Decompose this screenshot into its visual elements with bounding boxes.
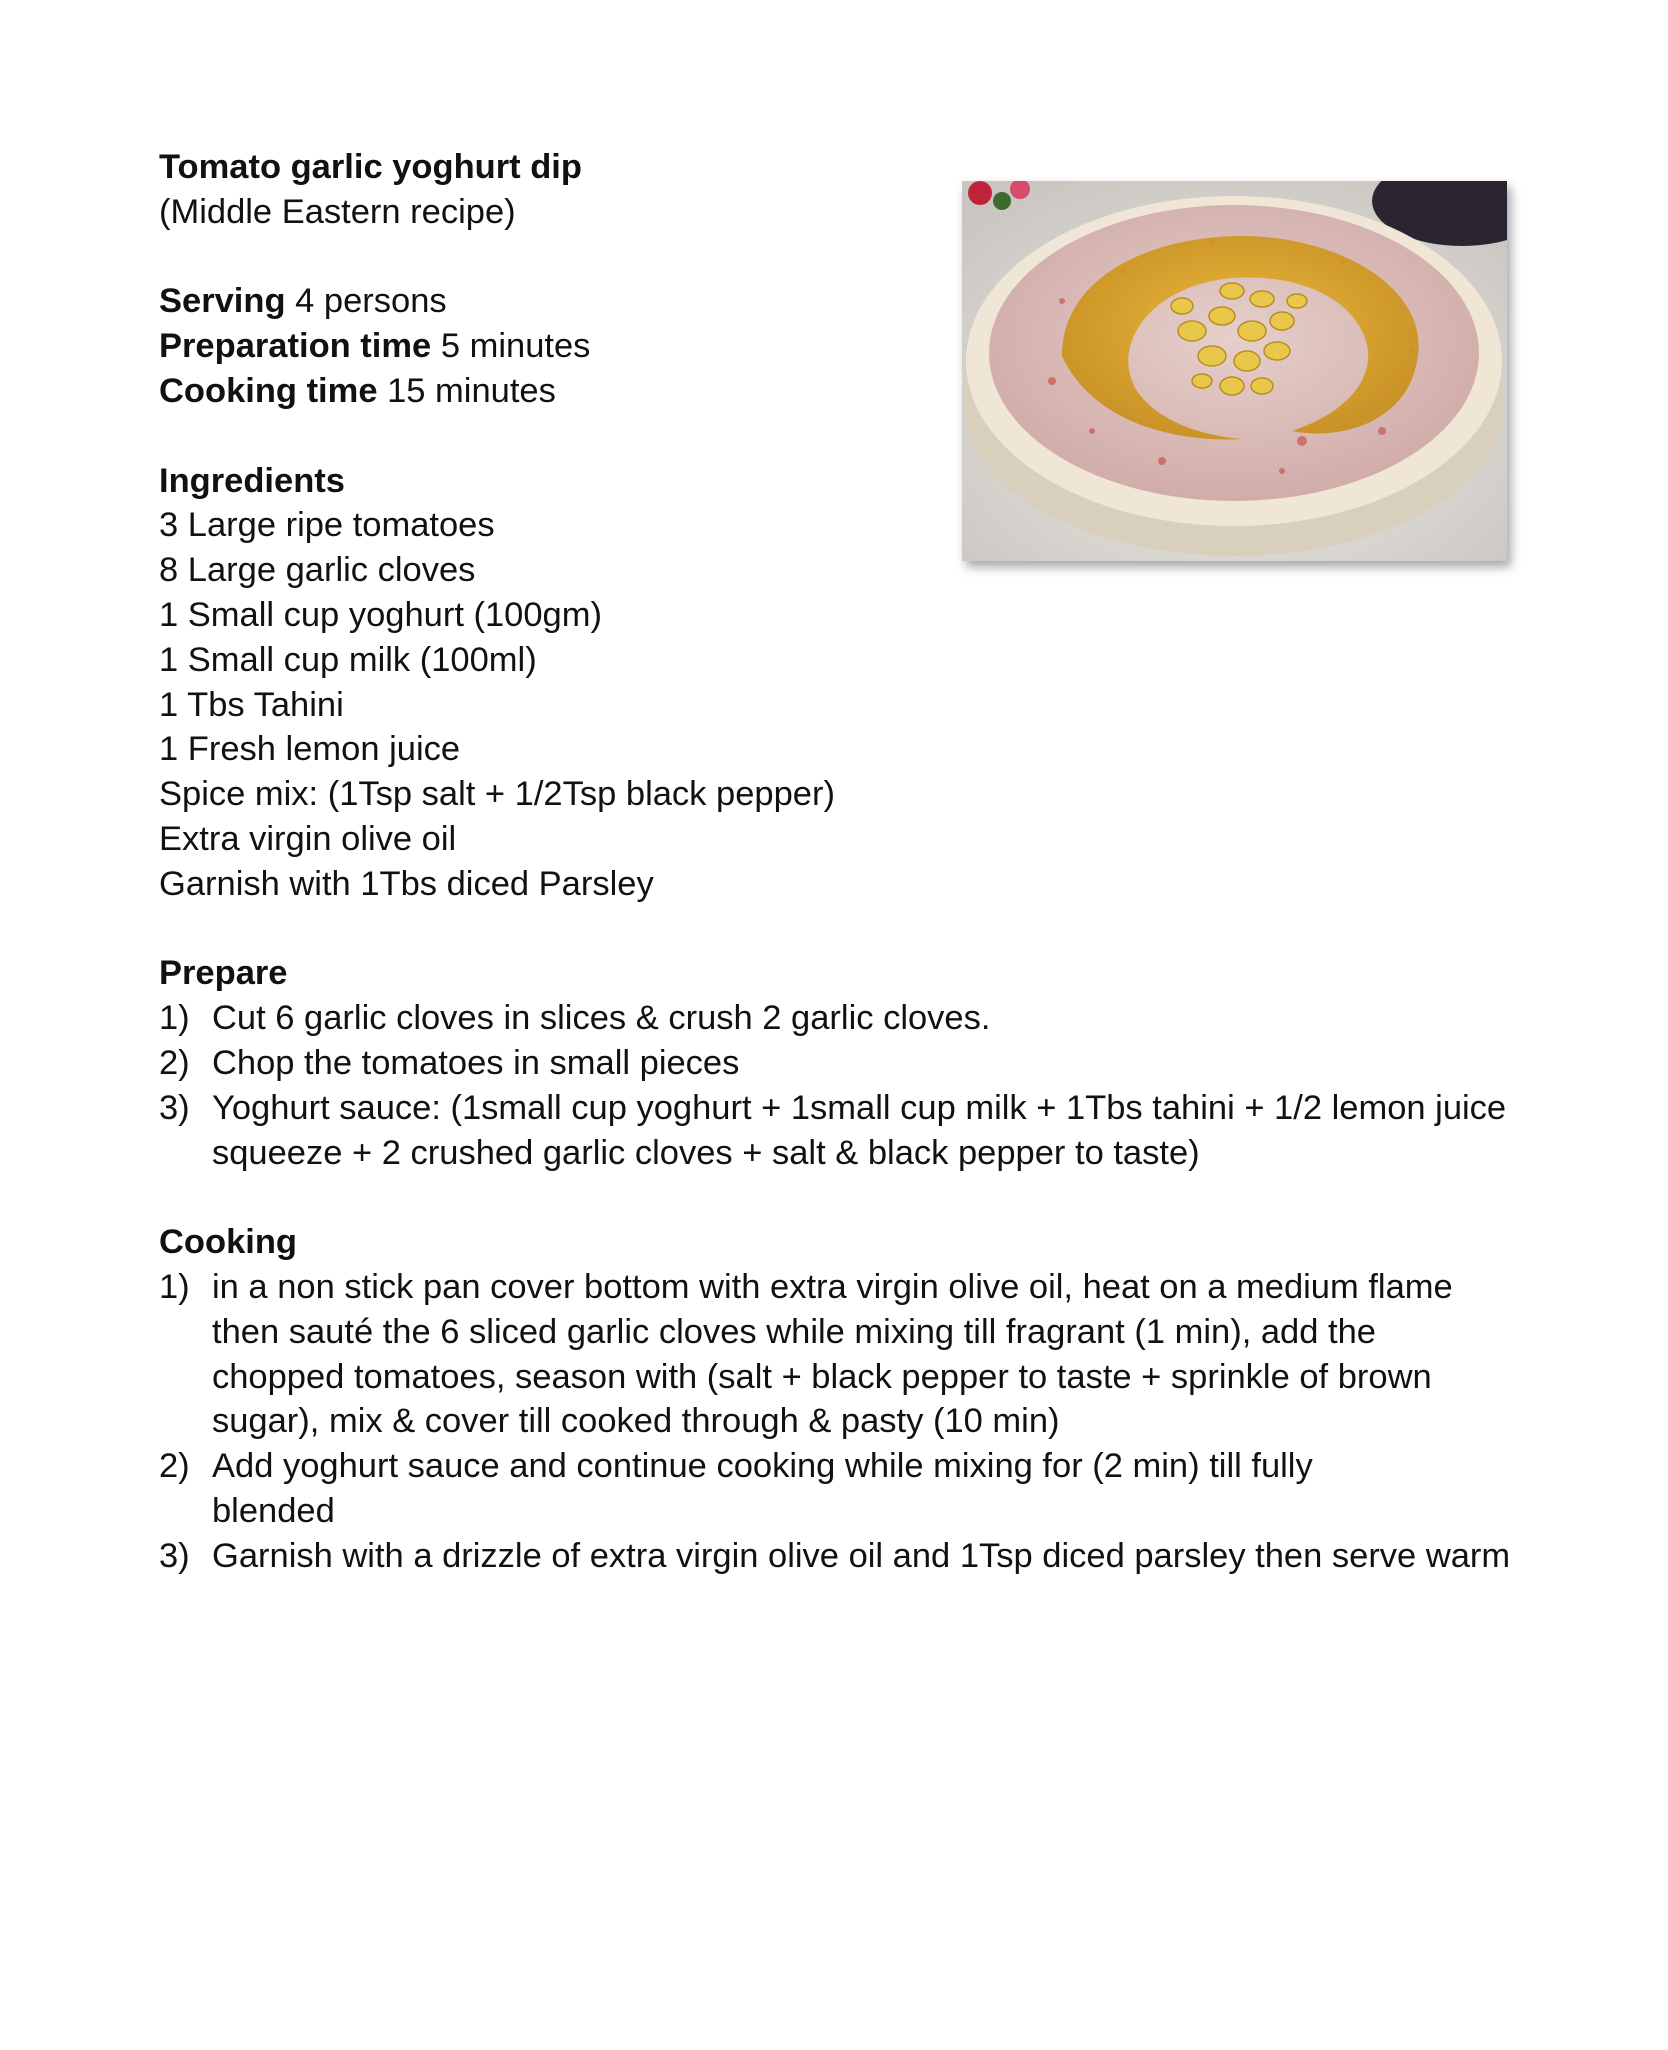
step-number: 2) (159, 1447, 190, 1486)
spacer (159, 1175, 1519, 1220)
ingredient-item: Extra virgin olive oil (159, 819, 457, 858)
ingredient-item: 3 Large ripe tomatoes (159, 506, 495, 545)
serving-value: 4 persons (285, 282, 447, 321)
dip-bowl-photo (962, 181, 1507, 561)
prep-time-label: Preparation time (159, 327, 432, 366)
step-text: Add yoghurt sauce and continue cooking while mixing for (2 min) till fully blended (212, 1447, 1313, 1530)
cooking-step (159, 1265, 1482, 1444)
ingredient-item: 1 Fresh lemon juice (159, 730, 461, 769)
ingredient-item: 1 Small cup milk (100ml) (159, 640, 537, 679)
serving-label: Serving (159, 282, 286, 321)
cooking-step (159, 1534, 1512, 1579)
prep-time-value: 5 minutes (431, 327, 591, 366)
cook-time-value: 15 minutes (377, 371, 556, 410)
prepare-step (159, 1041, 1652, 1086)
ingredient-item: 1 Tbs Tahini (159, 685, 344, 724)
cook-time-label: Cooking time (159, 371, 378, 410)
flower-icon (968, 181, 992, 205)
ingredients-heading: Ingredients (159, 461, 345, 500)
cooking-step (159, 1444, 1432, 1534)
prepare-step (159, 996, 1652, 1041)
spacer (159, 907, 1519, 952)
step-text: Chop the tomatoes in small pieces (212, 1043, 740, 1082)
prepare-heading: Prepare (159, 954, 288, 993)
step-number: 1) (159, 1267, 190, 1306)
step-number: 3) (159, 1088, 190, 1127)
cooking-heading: Cooking (159, 1223, 297, 1262)
step-number: 2) (159, 1043, 190, 1082)
prepare-steps-list (159, 996, 1519, 1175)
step-text: Cut 6 garlic cloves in slices & crush 2 garlic cloves. (212, 999, 991, 1038)
dip-bowl-illustration (962, 181, 1507, 561)
recipe-title: Tomato garlic yoghurt dip (159, 148, 582, 186)
ingredient-item: 8 Large garlic cloves (159, 551, 476, 590)
ingredient-item: Spice mix: (1Tsp salt + 1/2Tsp black pepper) (159, 775, 835, 814)
step-number: 1) (159, 999, 190, 1038)
recipe-subtitle: (Middle Eastern recipe) (159, 192, 516, 231)
ingredient-item: 1 Small cup yoghurt (100gm) (159, 595, 602, 634)
ingredients-list (159, 503, 1519, 906)
ingredient-item: Garnish with 1Tbs diced Parsley (159, 864, 654, 903)
prepare-step (159, 1086, 1519, 1176)
cooking-steps-list (159, 1265, 1519, 1579)
step-text: Garnish with a drizzle of extra virgin olive oil and 1Tsp diced parsley then serve warm (212, 1536, 1511, 1575)
step-text: Yoghurt sauce: (1small cup yoghurt + 1small cup milk + 1Tbs tahini + 1/2 lemon juice squeeze + 2 crushed garlic cloves + salt & black pepper to taste) (212, 1088, 1507, 1172)
step-number: 3) (159, 1536, 190, 1575)
step-text: in a non stick pan cover bottom with extra virgin olive oil, heat on a medium flame then sauté the 6 sliced garlic cloves while mixing till fragrant (1 min), add the chopped tomatoes, season with (salt + black pepper to taste + sprinkle of brown sugar), mix & cover till cooked through & pasty (10 min) (212, 1267, 1453, 1441)
